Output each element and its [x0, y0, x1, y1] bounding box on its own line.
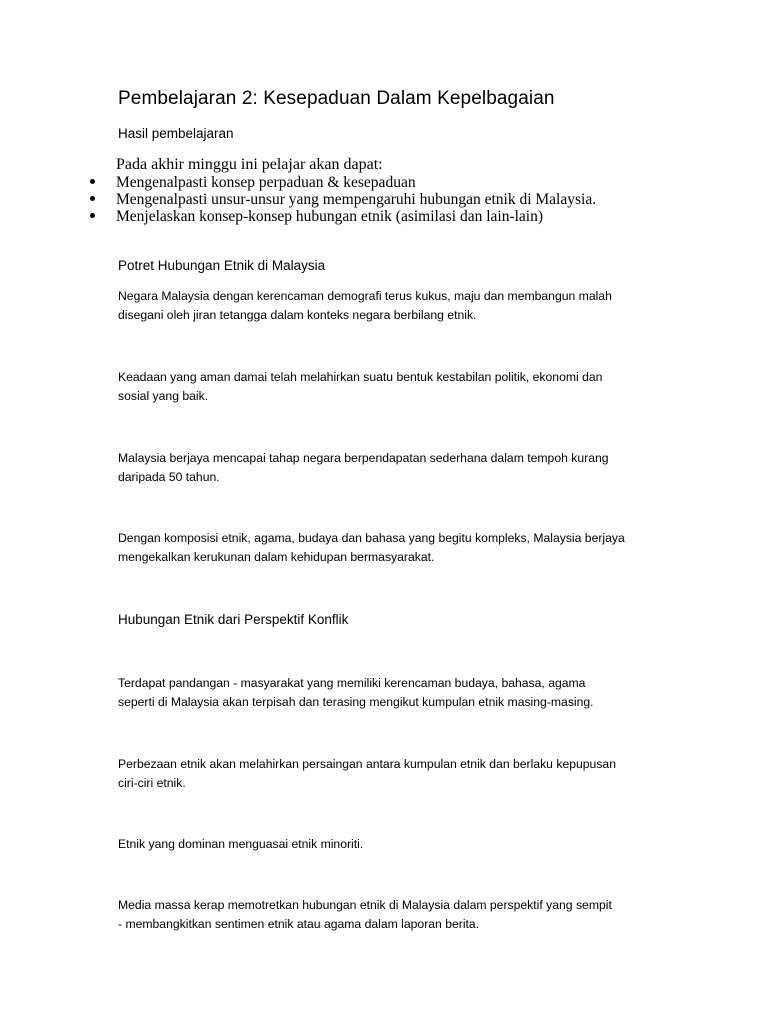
paragraph	[118, 896, 678, 934]
paragraph-line: seperti di Malaysia akan terpisah dan terasing mengikut kumpulan etnik masing-masing.	[118, 695, 594, 709]
paragraph	[118, 835, 678, 854]
paragraph-line: Malaysia berjaya mencapai tahap negara berpendapatan sederhana dalam tempoh kurang	[118, 451, 609, 465]
bullet-icon	[90, 179, 95, 184]
paragraph-line: Perbezaan etnik akan melahirkan persaingan antara kumpulan etnik dan berlaku kepupusan	[118, 757, 616, 771]
bullet-icon	[90, 196, 95, 201]
heading-konflik: Hubungan Etnik dari Perspektif Konflik	[118, 612, 349, 627]
list-item	[90, 191, 596, 208]
bullet-icon	[90, 213, 95, 218]
paragraph-line: Dengan komposisi etnik, agama, budaya dan bahasa yang begitu kompleks, Malaysia berjaya	[118, 531, 625, 545]
list-item	[90, 174, 596, 191]
learning-outcomes-list	[90, 174, 596, 225]
paragraph-line: Keadaan yang aman damai telah melahirkan suatu bentuk kestabilan politik, ekonomi dan	[118, 370, 603, 384]
heading-hasil-pembelajaran: Hasil pembelajaran	[118, 126, 234, 141]
paragraph	[118, 449, 678, 487]
paragraph	[118, 287, 678, 325]
paragraph	[118, 368, 678, 406]
paragraph-line: Terdapat pandangan - masyarakat yang memiliki kerencaman budaya, bahasa, agama	[118, 676, 586, 690]
paragraph-line: Negara Malaysia dengan kerencaman demografi terus kukus, maju dan membangun malah	[118, 289, 612, 303]
list-item-text: Mengenalpasti konsep perpaduan & kesepaduan	[116, 174, 416, 191]
paragraph-line: sosial yang baik.	[118, 389, 209, 403]
paragraph-line: daripada 50 tahun.	[118, 470, 220, 484]
paragraph	[118, 755, 678, 793]
intro-text: Pada akhir minggu ini pelajar akan dapat:	[116, 156, 383, 173]
paragraph	[118, 529, 678, 567]
paragraph-line: ciri-ciri etnik.	[118, 776, 186, 790]
paragraph-line: disegani oleh jiran tetangga dalam konteks negara berbilang etnik.	[118, 308, 477, 322]
paragraph-line: Media massa kerap memotretkan hubungan etnik di Malaysia dalam perspektif yang sempit	[118, 898, 612, 912]
list-item	[90, 208, 596, 225]
paragraph-line: Etnik yang dominan menguasai etnik minoriti.	[118, 837, 364, 851]
page-title: Pembelajaran 2: Kesepaduan Dalam Kepelbagaian	[118, 88, 555, 109]
heading-potret: Potret Hubungan Etnik di Malaysia	[118, 258, 326, 273]
paragraph-line: mengekalkan kerukunan dalam kehidupan bermasyarakat.	[118, 550, 435, 564]
list-item-text: Menjelaskan konsep-konsep hubungan etnik (asimilasi dan lain-lain)	[116, 208, 544, 225]
paragraph	[118, 674, 678, 712]
paragraph-line: - membangkitkan sentimen etnik atau agama dalam laporan berita.	[118, 917, 480, 931]
list-item-text: Mengenalpasti unsur-unsur yang mempengaruhi hubungan etnik di Malaysia.	[116, 191, 597, 208]
